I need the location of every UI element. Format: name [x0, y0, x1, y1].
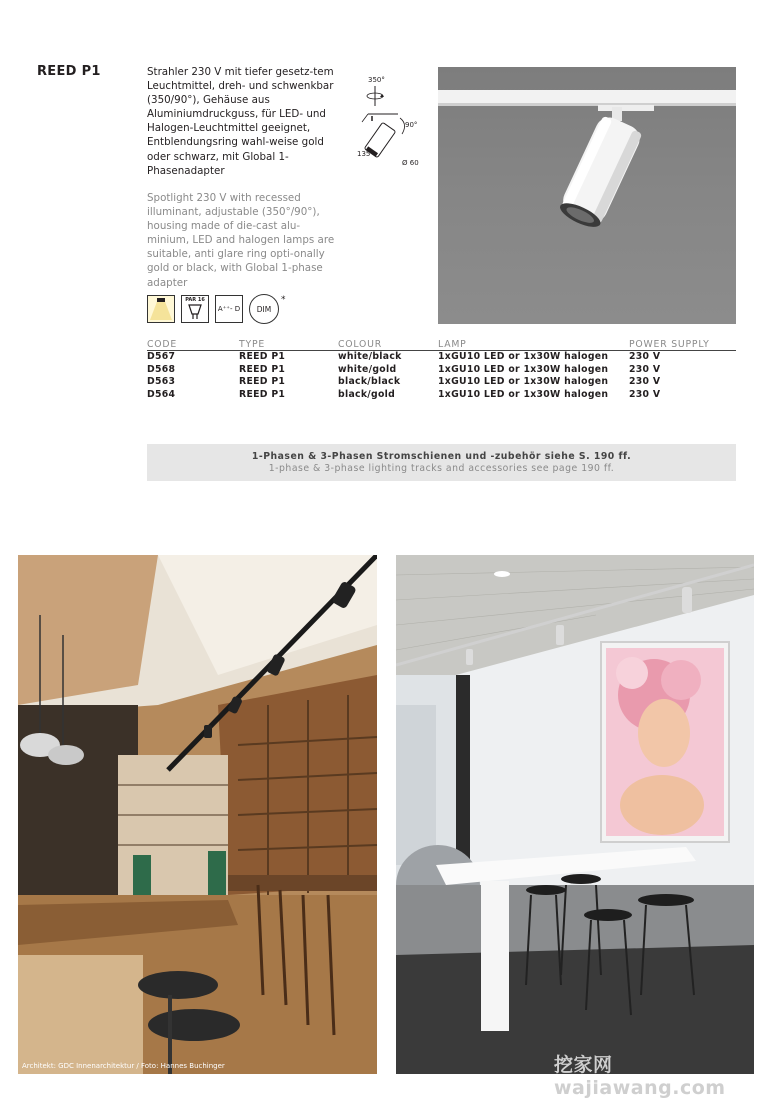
description-english: Spotlight 230 V with recessed illuminant, adjustable (350°/90°), housing made of die-cast alu-minium, LED and halogen lamps are suitable, anti glare ring opti-onally gold or black, with Global 1-phase adapter — [147, 192, 335, 289]
tracks-note-box — [147, 444, 736, 481]
table-row: D563 REED P1 black/black 1xGU10 LED or 1x30W halogen 230 V — [147, 376, 661, 387]
note-english: 1-phase & 3-phase lighting tracks and accessories see page 190 ff. — [268, 463, 615, 474]
icons-footnote-mark: * — [281, 295, 286, 305]
dimension-diagram — [350, 70, 435, 170]
dimmable-icon: DIM — [249, 294, 279, 324]
light-beam-icon — [147, 295, 175, 323]
tilt-label: 90° — [405, 121, 418, 129]
header-power-supply: POWER SUPPLY — [629, 339, 710, 350]
spec-table — [147, 339, 736, 401]
feature-icons — [147, 294, 286, 324]
note-german: 1-Phasen & 3-Phasen Stromschienen und -zubehör siehe S. 190 ff. — [251, 451, 632, 462]
header-type: TYPE — [239, 339, 266, 350]
rotation-label: 350° — [368, 76, 385, 84]
restaurant-photo — [18, 555, 377, 1074]
length-label: 135 — [357, 150, 371, 158]
watermark: 挖家网 wajiawang.com — [554, 1054, 726, 1099]
product-title: REED P1 — [37, 64, 101, 79]
photo-credit: Architekt: GDC Innenarchitektur / Foto: Hannes Buchinger — [22, 1062, 225, 1070]
energy-class-icon: A⁺⁺- D — [215, 295, 243, 323]
header-lamp: LAMP — [438, 339, 467, 350]
header-colour: COLOUR — [338, 339, 383, 350]
table-header — [147, 339, 736, 350]
bar-interior-photo — [396, 555, 754, 1074]
par16-lamp-icon: PAR 16 — [181, 295, 209, 323]
header-code: CODE — [147, 339, 178, 350]
product-photo — [438, 67, 736, 324]
description-german: Strahler 230 V mit tiefer gesetz-tem Leuchtmittel, dreh- und schwenkbar (350/90°), Gehäuse aus Aluminiumdruckguss, für LED- und Halogen-Leuchtmittel geeignet, Entblendungsring wahl-weise gold oder schwarz, mit Global 1-Phasenadapter — [147, 66, 334, 177]
table-row: D568 REED P1 white/gold 1xGU10 LED or 1x30W halogen 230 V — [147, 363, 661, 375]
table-row: D564 REED P1 black/gold 1xGU10 LED or 1x30W halogen 230 V — [147, 388, 661, 400]
diameter-label: Ø 60 — [402, 159, 419, 167]
table-row: D567 REED P1 white/black 1xGU10 LED or 1x30W halogen 230 V — [147, 351, 661, 362]
